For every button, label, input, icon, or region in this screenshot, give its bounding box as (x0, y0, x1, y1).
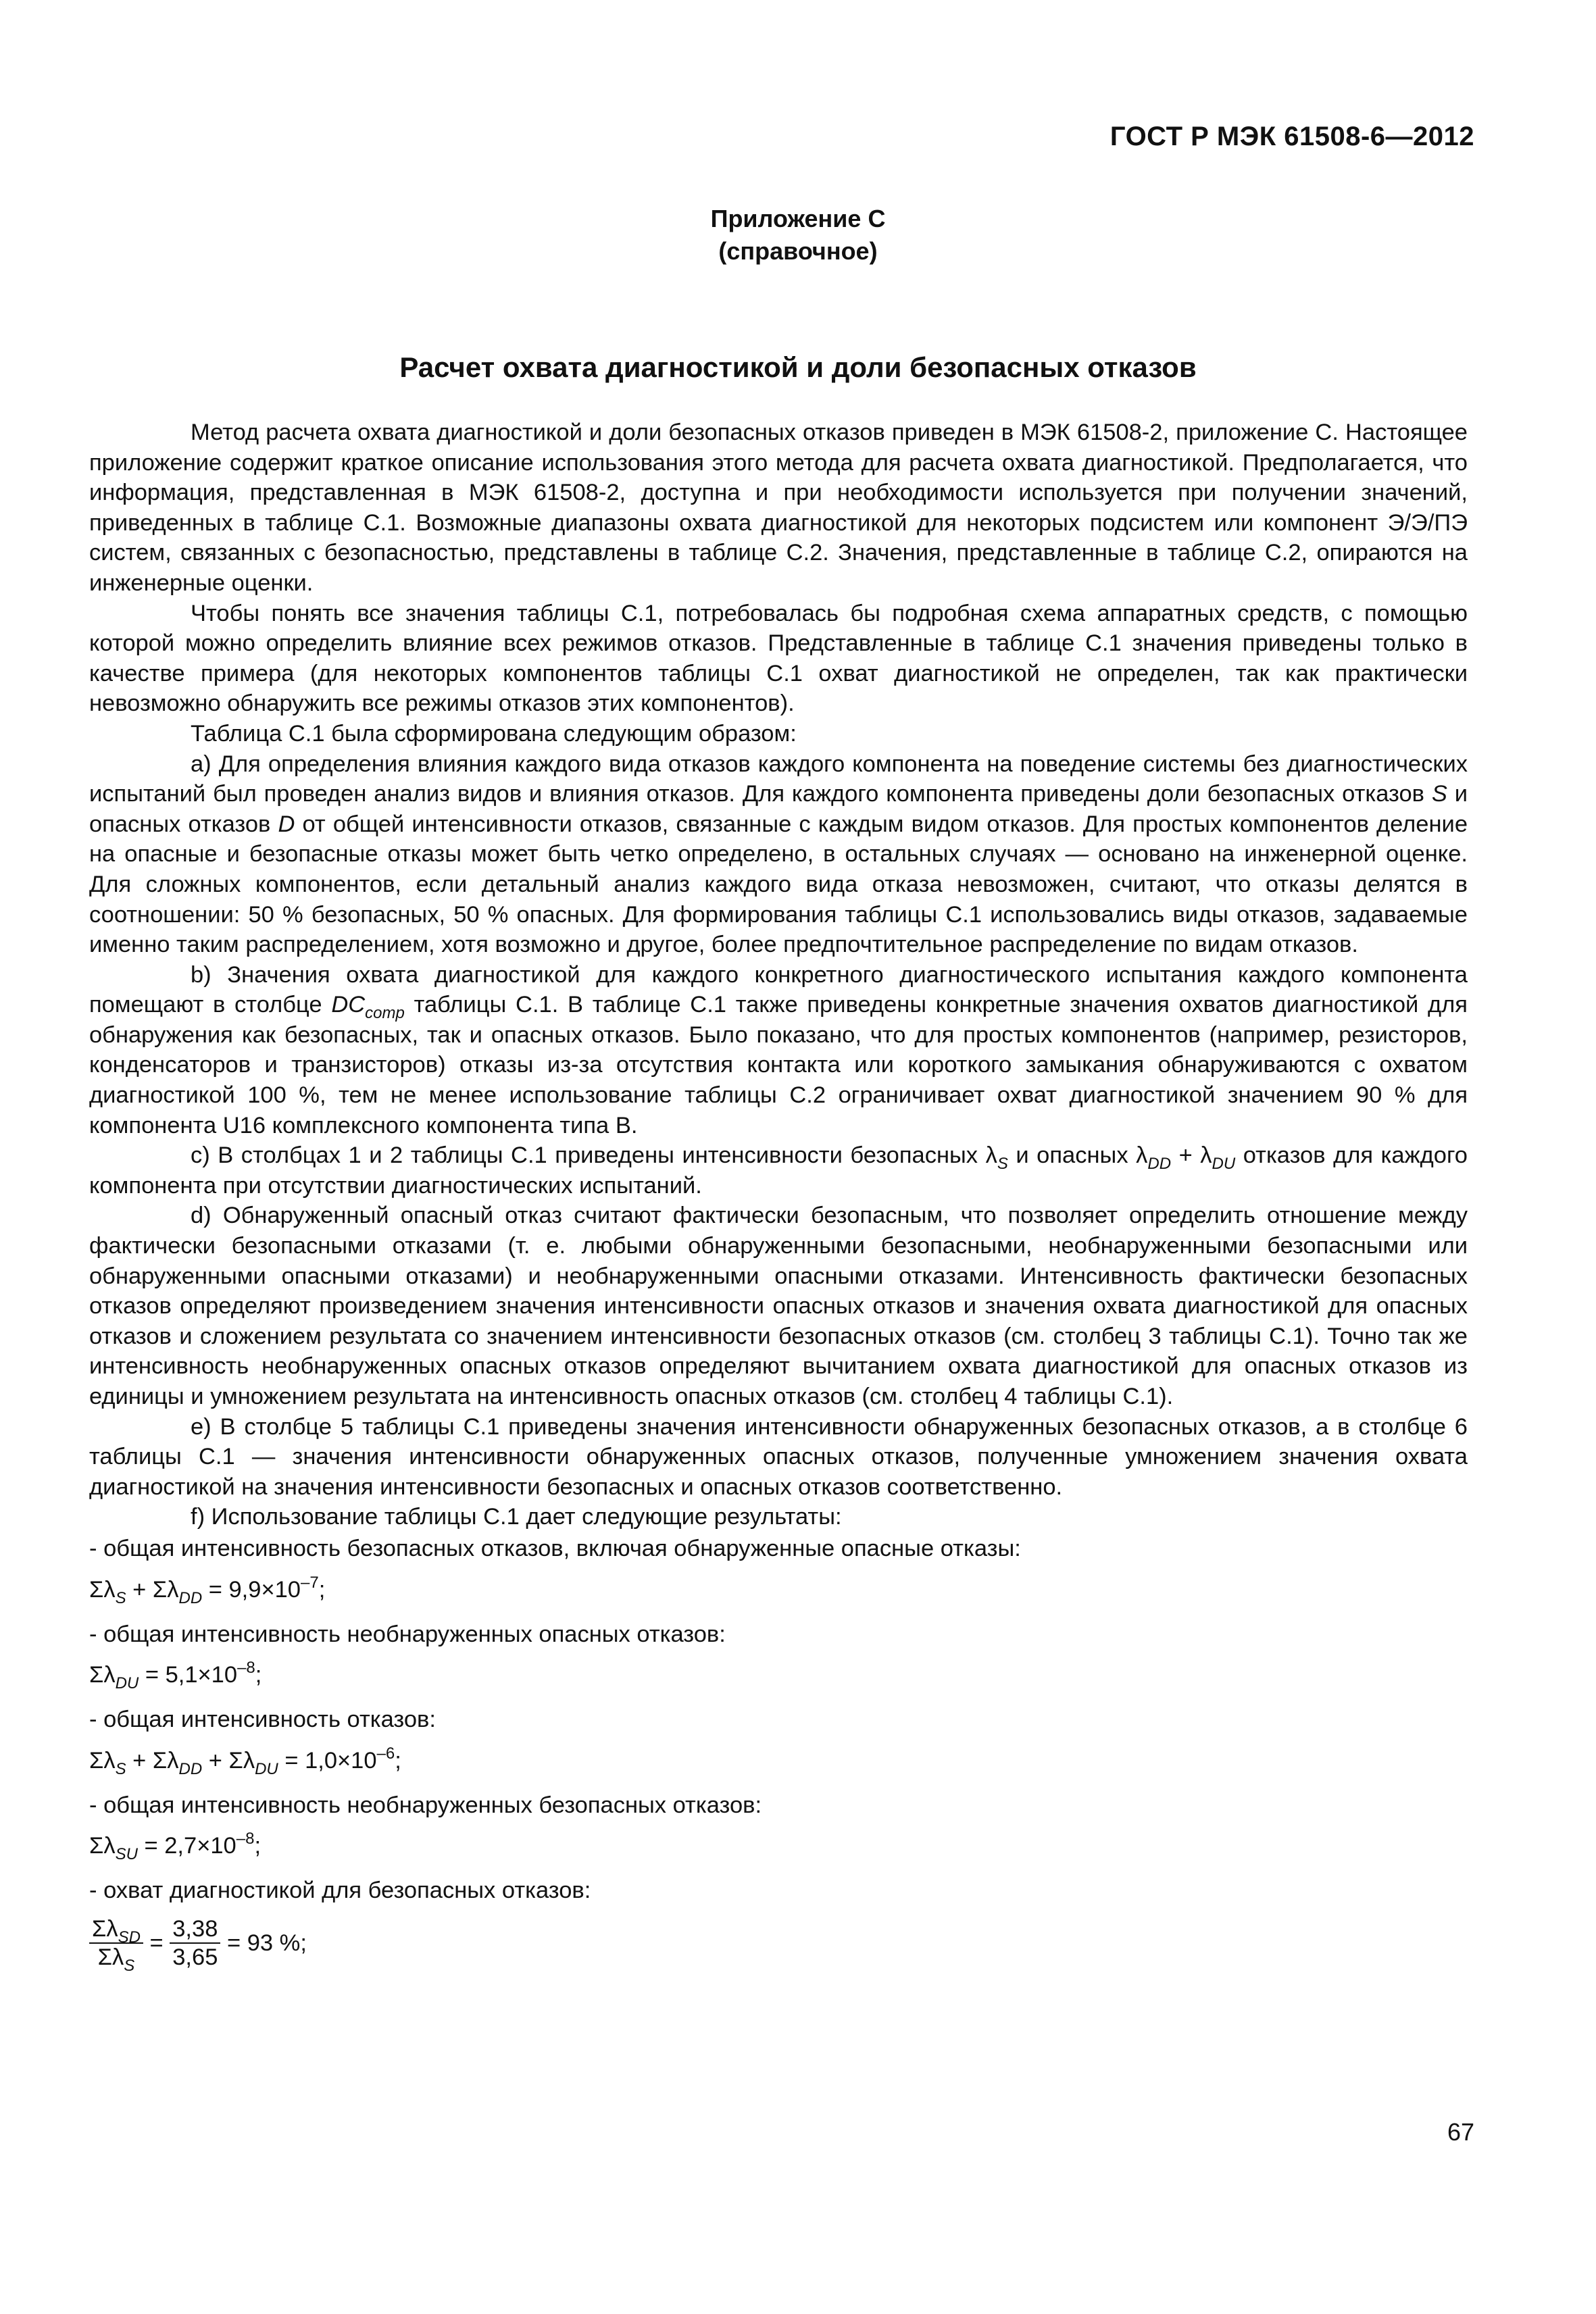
formula-undetected-safe: $\Sigma\lambda_{SU} = 2,7\times 10^{-8}$; (89, 1830, 261, 1864)
result-label-undetected-dangerous: - общая интенсивность необнаруженных опасных отказов: (89, 1621, 726, 1647)
body-text (89, 418, 1468, 1990)
list-item-c: с) В столбцах 1 и 2 таблицы С.1 приведены интенсивности безопасных $\lambda_S$ и опасных $\lambda_{DD} + \lambda_{DU}$ отказов для каждого компонента при отсутствии диагностических испытаний. (89, 1142, 1468, 1199)
result-label-total: - общая интенсивность отказов: (89, 1707, 436, 1733)
formula-safe-total: $\Sigma\lambda_S + \Sigma\lambda_{DD} = 9,9\times 10^{-7}$; (89, 1573, 326, 1607)
paragraph-table-values: Чтобы понять все значения таблицы С.1, потребовалась бы подробная схема аппаратных средств, с помощью которой можно определить влияние всех режимов отказов. Представленные в таблице С.1 значения приведены только в качестве примера (для некоторых компонентов таблицы С.1 охват диагностикой не определен, так как практически невозможно обнаружить все режимы отказов этих компонентов). (89, 600, 1468, 717)
appendix-heading (0, 203, 1596, 268)
fraction-symbolic: $\frac{\Sigma\lambda_{SD}}{\Sigma\lambda_S}$ (89, 1915, 143, 1971)
paragraph-table-formation: Таблица С.1 была сформирована следующим образом: (191, 720, 797, 747)
standard-code: ГОСТ Р МЭК 61508-6—2012 (1109, 122, 1474, 151)
paragraph-method: Метод расчета охвата диагностикой и доли безопасных отказов приведен в МЭК 61508-2, приложение С. Настоящее приложение содержит краткое описание использования этого метода для расчета охвата диагностикой. Предполагается, что информация, представленная в МЭК 61508-2, доступна и при необходимости используется при получении значений, приведенных в таблице С.1. Возможные диапазоны охвата диагностикой для некоторых подсистем или компонент Э/Э/ПЭ систем, связанных с безопасностью, представлены в таблице С.2. Значения, представленные в таблице С.2, опираются на инженерные оценки. (89, 420, 1468, 596)
formula-safe-coverage: $\frac{\Sigma\lambda_{SD}}{\Sigma\lambda_S}$ = $\frac{3,38}{3,65}$ = 93 %; (89, 1914, 1468, 1975)
section-title: Расчет охвата диагностикой и доли безопасных отказов (399, 351, 1197, 383)
formula-total: $\Sigma\lambda_S + \Sigma\lambda_{DD} + \Sigma\lambda_{DU} = 1,0\times 10^{-6}$; (89, 1744, 401, 1778)
list-item-f: f) Использование таблицы С.1 дает следующие результаты: (191, 1504, 842, 1530)
list-item-a: а) Для определения влияния каждого вида отказов каждого компонента на поведение системы без диагностических испытаний был проведен анализ видов и влияния отказов. Для каждого компонента приведены доли безопасных отказов S и опасных отказов D от общей интенсивности отказов, связанные с каждым видом отказов. Для простых компонентов деление на опасные и безопасные отказы может быть четко определено, в остальных случаях — основано на инженерной оценке. Для сложных компонентов, если детальный анализ каждого вида отказа невозможен, считают, что отказы делятся в соотношении: 50 % безопасных, 50 % опасных. Для формирования таблицы С.1 использовались виды отказов, задаваемые именно таким распределением, хотя возможно и другое, более предпочтительное распределение по видам отказов. (89, 751, 1468, 958)
result-label-undetected-safe: - общая интенсивность необнаруженных безопасных отказов: (89, 1792, 762, 1818)
result-label-safe-total: - общая интенсивность безопасных отказов, включая обнаруженные опасные отказы: (89, 1535, 1021, 1561)
list-item-d: d) Обнаруженный опасный отказ считают фактически безопасным, что позволяет определить отношение между фактически безопасными отказами (т. е. любыми обнаруженными безопасными, необнаруженными безопасными или обнаруженными опасными отказами) и необнаруженными опасными отказами. Интенсивность фактически безопасных отказов определяют произведением значения интенсивности опасных отказов и значения охвата диагностикой для опасных отказов и сложением результата со значением интенсивности безопасных отказов (см. столбец 3 таблицы С.1). Точно так же интенсивность необнаруженных опасных отказов определяют вычитанием охвата диагностикой для опасных отказов из единицы и умножением результата на интенсивность опасных отказов (см. столбец 4 таблицы С.1). (89, 1203, 1468, 1409)
appendix-label: Приложение С (710, 205, 886, 232)
fraction-numeric: $\frac{3,38}{3,65}$ (170, 1915, 220, 1971)
page-number: 67 (1447, 2118, 1474, 2146)
result-label-safe-coverage: - охват диагностикой для безопасных отказов: (89, 1878, 591, 1904)
list-item-e: е) В столбце 5 таблицы С.1 приведены значения интенсивности обнаруженных безопасных отказов, а в столбце 6 таблицы С.1 — значения интенсивности обнаруженных опасных отказов, полученные умножением значения охвата диагностикой на значения интенсивности безопасных и опасных отказов соответственно. (89, 1413, 1468, 1500)
formula-undetected-dangerous: $\Sigma\lambda_{DU} = 5,1\times 10^{-8}$; (89, 1659, 262, 1693)
list-item-b: b) Значения охвата диагностикой для каждого конкретного диагностического испытания каждого компонента помещают в столбце $DC_{comp}$ таблицы С.1. В таблице С.1 также приведены конкретные значения охватов диагностикой для обнаружения как безопасных, так и опасных отказов. Было показано, что для простых компонентов (например, резисторов, конденсаторов и транзисторов) отказы из-за отсутствия контакта или короткого замыкания обнаруживаются с охватом диагностикой 100 %, тем не менее использование таблицы С.2 ограничивает охват диагностикой значением 90 % для компонента U16 комплексного компонента типа В. (89, 961, 1468, 1138)
appendix-type: (справочное) (718, 237, 878, 265)
